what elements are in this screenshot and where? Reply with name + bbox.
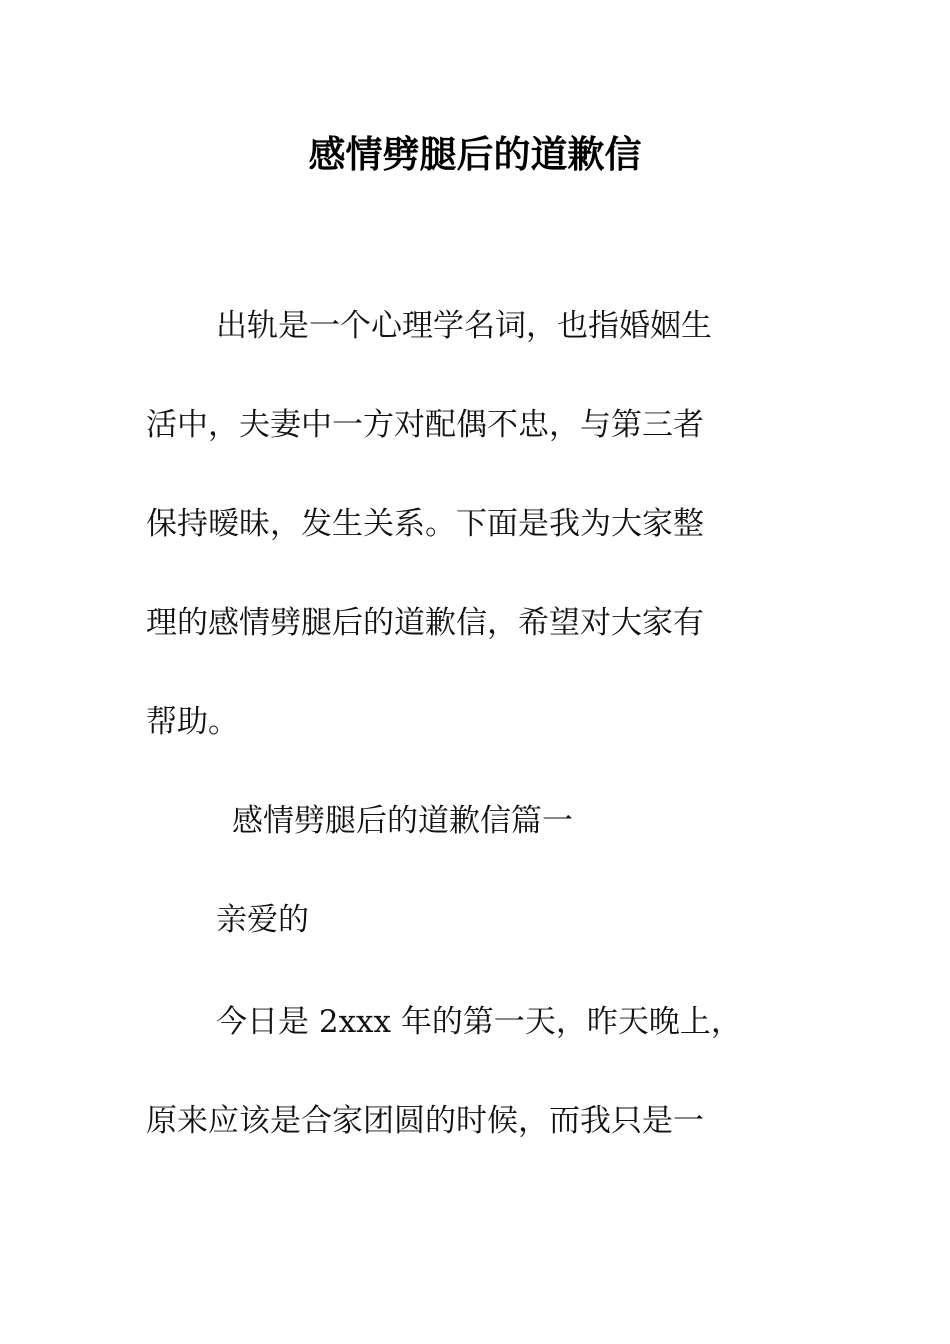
paragraph-line-3: 保持暧昧，发生关系。下面是我为大家整 (146, 506, 704, 542)
letter-line-2: 原来应该是合家团圆的时候，而我只是一 (146, 1103, 704, 1139)
paragraph-line-2: 活中，夫妻中一方对配偶不忠，与第三者 (146, 407, 704, 443)
paragraph-line-1: 出轨是一个心理学名词，也指婚姻生 (216, 308, 712, 344)
section-heading: 感情劈腿后的道歉信篇一 (232, 803, 573, 839)
paragraph-line-4: 理的感情劈腿后的道歉信，希望对大家有 (146, 605, 704, 641)
document-title: 感情劈腿后的道歉信 (308, 132, 642, 176)
salutation: 亲爱的 (216, 902, 309, 938)
paragraph-line-5: 帮助。 (146, 704, 239, 740)
letter-line-1: 今日是 2xxx 年的第一天，昨天晚上， (216, 1004, 742, 1040)
